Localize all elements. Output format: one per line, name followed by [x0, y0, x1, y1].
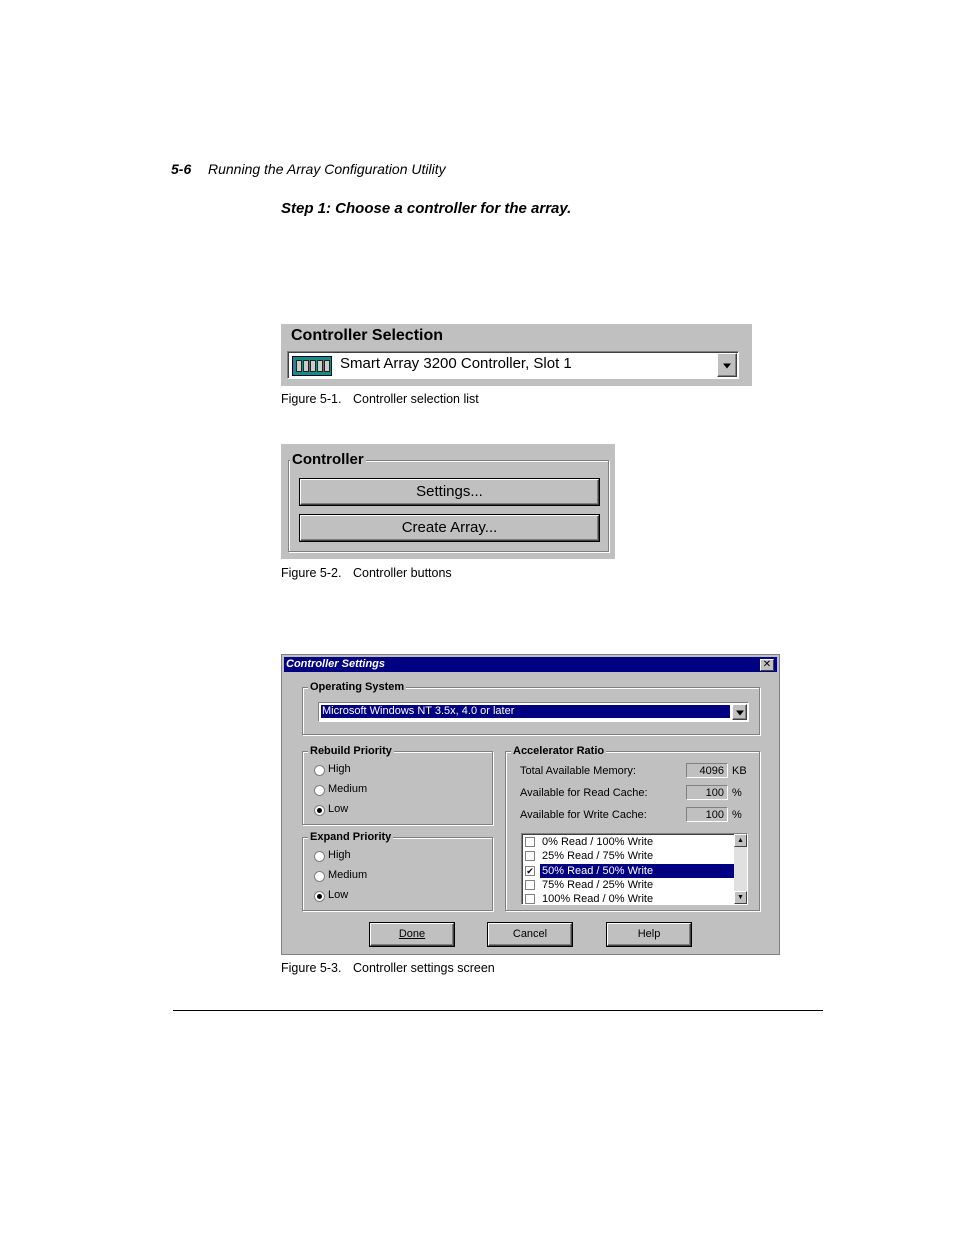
figure-caption: [281, 961, 495, 975]
controller-group-label: Controller: [292, 451, 364, 468]
close-icon[interactable]: ✕: [760, 659, 774, 671]
figure-caption: [281, 392, 479, 406]
expand-priority-label: Expand Priority: [310, 831, 392, 843]
list-item[interactable]: 75% Read / 25% Write: [525, 878, 732, 892]
rebuild-high-radio[interactable]: [314, 765, 325, 776]
caption-text: Controller selection list: [353, 392, 479, 406]
controller-card-icon: [292, 356, 332, 376]
list-item[interactable]: 0% Read / 100% Write: [525, 835, 732, 849]
figure-caption: [281, 566, 452, 580]
caption-text: Controller buttons: [353, 566, 452, 580]
checkbox[interactable]: [525, 894, 535, 904]
rebuild-medium-radio[interactable]: [314, 785, 325, 796]
dialog-title: Controller Settings: [286, 658, 386, 670]
controller-settings-dialog: [281, 654, 780, 955]
controller-selection-label: Controller Selection: [291, 327, 444, 344]
checkbox[interactable]: [525, 851, 535, 861]
check-icon[interactable]: ✔: [526, 866, 534, 876]
accelerator-ratio-list[interactable]: [521, 833, 748, 905]
scroll-up-icon[interactable]: ▲: [734, 834, 747, 847]
create-array-button[interactable]: Create Array...: [300, 515, 599, 541]
list-item[interactable]: 100% Read / 0% Write: [525, 892, 732, 905]
write-cache-label: Available for Write Cache:: [520, 809, 647, 821]
read-cache-label: Available for Read Cache:: [520, 787, 648, 799]
rebuild-high-label: High: [328, 763, 351, 775]
read-cache-field: 100: [686, 785, 728, 800]
scroll-down-icon[interactable]: ▼: [734, 891, 747, 904]
rebuild-priority-label: Rebuild Priority: [310, 745, 392, 757]
page-number: 5-6: [171, 161, 192, 177]
expand-low-radio[interactable]: [314, 891, 325, 902]
dropdown-arrow-button[interactable]: [717, 353, 737, 377]
dropdown-arrow-button[interactable]: [732, 704, 747, 720]
caption-text: Controller settings screen: [353, 961, 495, 975]
vertical-scrollbar[interactable]: [734, 834, 747, 904]
chapter-title: Running the Array Configuration Utility: [208, 161, 446, 177]
read-cache-unit: %: [732, 787, 742, 799]
write-cache-unit: %: [732, 809, 742, 821]
expand-low-label: Low: [328, 889, 349, 901]
controller-select-value: Smart Array 3200 Controller, Slot 1: [340, 355, 572, 372]
controller-buttons-panel: [281, 444, 615, 559]
total-memory-label: Total Available Memory:: [520, 765, 636, 777]
expand-medium-radio[interactable]: [314, 871, 325, 882]
list-item-selected[interactable]: ✔ 50% Read / 50% Write: [525, 864, 732, 878]
total-memory-unit: KB: [732, 765, 747, 777]
settings-button[interactable]: Settings...: [300, 479, 599, 505]
caption-number: Figure 5-3.: [281, 961, 342, 975]
cancel-button[interactable]: Cancel: [488, 923, 572, 946]
os-select[interactable]: [318, 702, 749, 722]
caption-number: Figure 5-1.: [281, 392, 342, 406]
total-memory-field: 4096: [686, 763, 728, 778]
checkbox[interactable]: [525, 837, 535, 847]
expand-medium-label: Medium: [328, 869, 368, 881]
dialog-titlebar: [284, 657, 777, 672]
done-button[interactable]: Done: [370, 923, 454, 946]
list-item[interactable]: 25% Read / 75% Write: [525, 849, 732, 863]
expand-high-label: High: [328, 849, 351, 861]
caption-number: Figure 5-2.: [281, 566, 342, 580]
expand-high-radio[interactable]: [314, 851, 325, 862]
controller-selection-panel: [281, 324, 752, 386]
rebuild-medium-label: Medium: [328, 783, 368, 795]
footer-rule: [173, 1010, 823, 1011]
os-select-value: Microsoft Windows NT 3.5x, 4.0 or later: [321, 705, 730, 718]
write-cache-field: 100: [686, 807, 728, 822]
accelerator-ratio-label: Accelerator Ratio: [513, 745, 605, 757]
rebuild-low-label: Low: [328, 803, 349, 815]
rebuild-low-radio[interactable]: [314, 805, 325, 816]
checkbox[interactable]: [525, 880, 535, 890]
help-button[interactable]: Help: [607, 923, 691, 946]
os-group-label: Operating System: [310, 681, 405, 693]
controller-select[interactable]: [287, 351, 739, 379]
step-heading: Step 1: Choose a controller for the array.: [281, 200, 572, 217]
